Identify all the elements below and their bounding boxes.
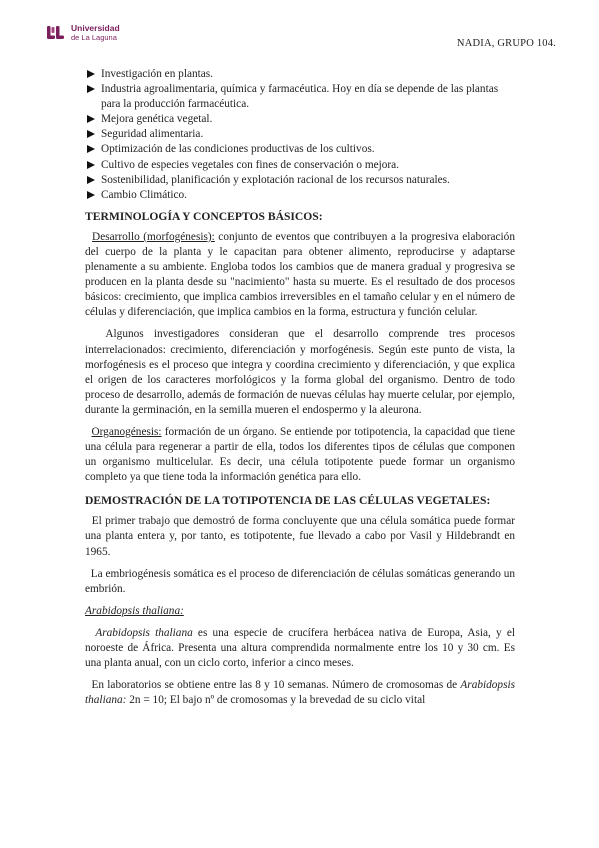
paragraph-somatic-embryogenesis xyxy=(85,567,515,597)
paragraph-laboratory xyxy=(85,678,515,708)
definition-development: conjunto de eventos que contribuyen a la progresiva elaboración del cuerpo de la planta y le capacitan para obtener alimento, reproducirse y adaptarse plenamente a su ambiente. Engloba todos los cambios que de manera gradual y progresiva se producen en la planta desde su "nacimiento" hasta su muerte. Es el resultado de dos procesos básicos: crecimiento, que implica cambios irreversibles en el tamaño celular y en el número de células y diferenciación, que implica cambios en la forma, estructura y función celular. xyxy=(85,230,515,319)
paragraph-text: En laboratorios se obtiene entre las 8 y 10 semanas. Número de cromosomas de xyxy=(91,679,461,692)
arrow-bullet-icon xyxy=(87,161,95,169)
logo-name: Universidad xyxy=(71,23,120,33)
list-item xyxy=(79,173,515,188)
section-heading-totipotency: DEMOSTRACIÓN DE LA TOTIPOTENCIA DE LAS CÉLULAS VEGETALES: xyxy=(85,494,491,508)
arrow-bullet-icon xyxy=(87,145,95,153)
paragraph-text: Algunos investigadores consideran que el desarrollo comprende tres procesos interrelacionados: crecimiento, diferenciación y morfogénesis. Según este punto de vista, la morfogénesis es el proceso que integra y coordina crecimiento y diferenciación, y que explica el origen de los caracteres morfológicos y la forma global del organismo. Dentro de todo proceso de desarrollo, además de formación de nuevas células hay muerte celular, por ejemplo, durante la germinación, en la semilla mueren el endospermo y la aleurona. xyxy=(85,328,515,416)
definition-organogenesis: formación de un órgano. Se entiende por totipotencia, la capacidad que tiene una célula para regenerar a partir de ella, todos los diferentes tipos de células que componen un organismo multicelular. Es decir, una célula totipotente puede formar un organismo completo ya que tiene toda la información genética para ello. xyxy=(85,425,516,484)
list-item xyxy=(79,82,515,112)
arrow-bullet-icon xyxy=(87,85,95,93)
list-item-text: Cultivo de especies vegetales con fines de conservación o mejora. xyxy=(101,158,400,171)
applications-list xyxy=(79,67,515,203)
paragraph-development xyxy=(85,230,515,321)
list-item-text: Cambio Climático. xyxy=(101,188,187,201)
arrow-bullet-icon xyxy=(87,176,95,184)
arrow-bullet-icon xyxy=(87,70,95,78)
logo-subtitle: de La Laguna xyxy=(71,33,117,42)
subheading-arabidopsis xyxy=(85,604,515,619)
species-name: Arabidopsis thaliana xyxy=(95,626,193,639)
page-header xyxy=(46,24,556,48)
paragraph-text: 2n = 10; El bajo nº de cromosomas y la brevedad de su ciclo vital xyxy=(126,694,426,707)
paragraph-text: La embriogénesis somática es el proceso de diferenciación de células somáticas generando un embrión. xyxy=(85,567,515,595)
list-item xyxy=(79,142,515,157)
ull-emblem-icon xyxy=(46,25,66,42)
list-item xyxy=(79,158,515,173)
list-item-text: Optimización de las condiciones productivas de los cultivos. xyxy=(101,143,375,156)
species-name: Arabidopsis thaliana: xyxy=(85,679,515,707)
arrow-bullet-icon xyxy=(87,115,95,123)
section-heading-terminology: TERMINOLOGÍA Y CONCEPTOS BÁSICOS: xyxy=(85,209,323,223)
term-development: Desarrollo (morfogénesis): xyxy=(92,230,215,243)
list-item xyxy=(79,67,515,82)
list-item-text: Investigación en plantas. xyxy=(101,68,213,80)
list-item-text: Mejora genética vegetal. xyxy=(101,113,213,126)
paragraph-text: El primer trabajo que demostró de forma concluyente que una célula somática puede formar una planta entera y, por tanto, es totipotente, fue llevado a cabo por Vasil y Hildebrandt en 1965. xyxy=(85,515,515,558)
list-item xyxy=(79,112,515,127)
paragraph-text: es una especie de crucífera herbácea nativa de Europa, Asia, y el noroeste de África. Presenta una altura comprendida normalmente entre los 10 y 30 cm. Es una planta anual, con un ciclo corto, inferior a cinco meses. xyxy=(85,626,515,670)
university-logo xyxy=(46,24,120,42)
list-item-text: Industria agroalimentaria, química y farmacéutica. Hoy en día se depende de las plantas para la producción farmacéutica. xyxy=(101,83,499,111)
paragraph-arabidopsis-description xyxy=(85,626,515,671)
paragraph-first-work xyxy=(85,514,515,559)
term-organogenesis: Organogénesis: xyxy=(91,425,162,438)
arrow-bullet-icon xyxy=(87,191,95,199)
list-item-text: Sostenibilidad, planificación y explotación racional de los recursos naturales. xyxy=(101,173,450,186)
species-subheading: Arabidopsis thaliana: xyxy=(85,604,184,617)
arrow-bullet-icon xyxy=(87,130,95,138)
list-item xyxy=(79,188,515,203)
list-item xyxy=(79,127,515,142)
list-item-text: Seguridad alimentaria. xyxy=(101,128,204,141)
author-group-label: NADIA, GRUPO 104. xyxy=(456,38,556,49)
document-body xyxy=(85,67,515,708)
paragraph-organogenesis xyxy=(85,425,515,485)
paragraph-researchers xyxy=(85,327,515,418)
